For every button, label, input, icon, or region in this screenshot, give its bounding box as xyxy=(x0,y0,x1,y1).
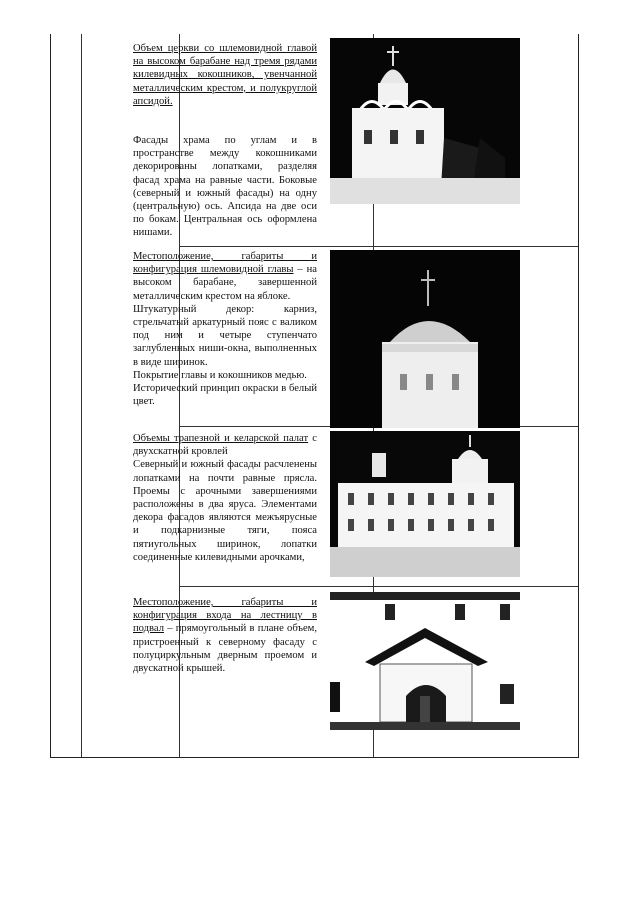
row-2-paragraph: Исторический принцип окраски в белый цвет. xyxy=(133,383,317,408)
row-2-text xyxy=(133,250,317,408)
row-1-paragraph: Фасады храма по углам и в пространстве между кокошниками декорированы лопатками, разделяя фасад храма на равные части. Боковые (северный и южный фасады) на одну (центральную) ось. Апсида на две оси по бокам. Центральная ось оформлена нишами. xyxy=(133,135,317,239)
column-divider xyxy=(81,34,82,757)
row-divider xyxy=(179,246,578,247)
row-4-heading: Местоположение, габариты и конфигурация входа на лестницу в подвал xyxy=(133,597,317,635)
entrance-photo xyxy=(330,592,520,730)
church-photo xyxy=(330,38,520,204)
dome-photo xyxy=(330,250,520,428)
row-3-heading-tail: с двухскатной кровлей xyxy=(133,433,318,458)
row-2-paragraph: Покрытие главы и кокошников медью. xyxy=(133,369,307,381)
row-4-heading-tail: – прямоугольный в плане объем, пристроенный к северному фасаду с полуциркульным дверным проемом и двускатной крышей. xyxy=(133,623,317,675)
row-3-text xyxy=(133,432,317,564)
row-2-heading-tail: – на высоком барабане, завершенной металлическим крестом на яблоке. xyxy=(133,264,317,302)
row-4-text xyxy=(133,596,317,675)
row-3-paragraph: Северный и южный фасады расчленены лопатками на почти равные прясла. Проемы с арочными завершениями расположены в два яруса. Элементами декора фасадов являются межъярусные и подкарнизные тяги, пояса пятиугольных ширинок, лопатки соединенные килевидными арочками, xyxy=(133,459,317,563)
row-2-paragraph: Штукатурный декор: карниз, стрельчатый аркатурный пояс с валиком под ним и четыре ступенчато заглубленных ниши-окна, выполненных в виде ширинок. xyxy=(133,303,317,368)
row-3-heading: Объемы трапезной и келарской палат xyxy=(133,433,309,444)
row-divider xyxy=(179,586,578,587)
row-2-heading: Местоположение, габариты и конфигурация шлемовидной главы xyxy=(133,251,317,276)
refectory-photo xyxy=(330,431,520,577)
row-1-text xyxy=(133,42,317,240)
row-1-heading: Объем церкви со шлемовидной главой на высоком барабане над тремя рядами килевидных кокошников, увенчанной металлическим крестом, и полукруглой апсидой. xyxy=(133,43,317,107)
